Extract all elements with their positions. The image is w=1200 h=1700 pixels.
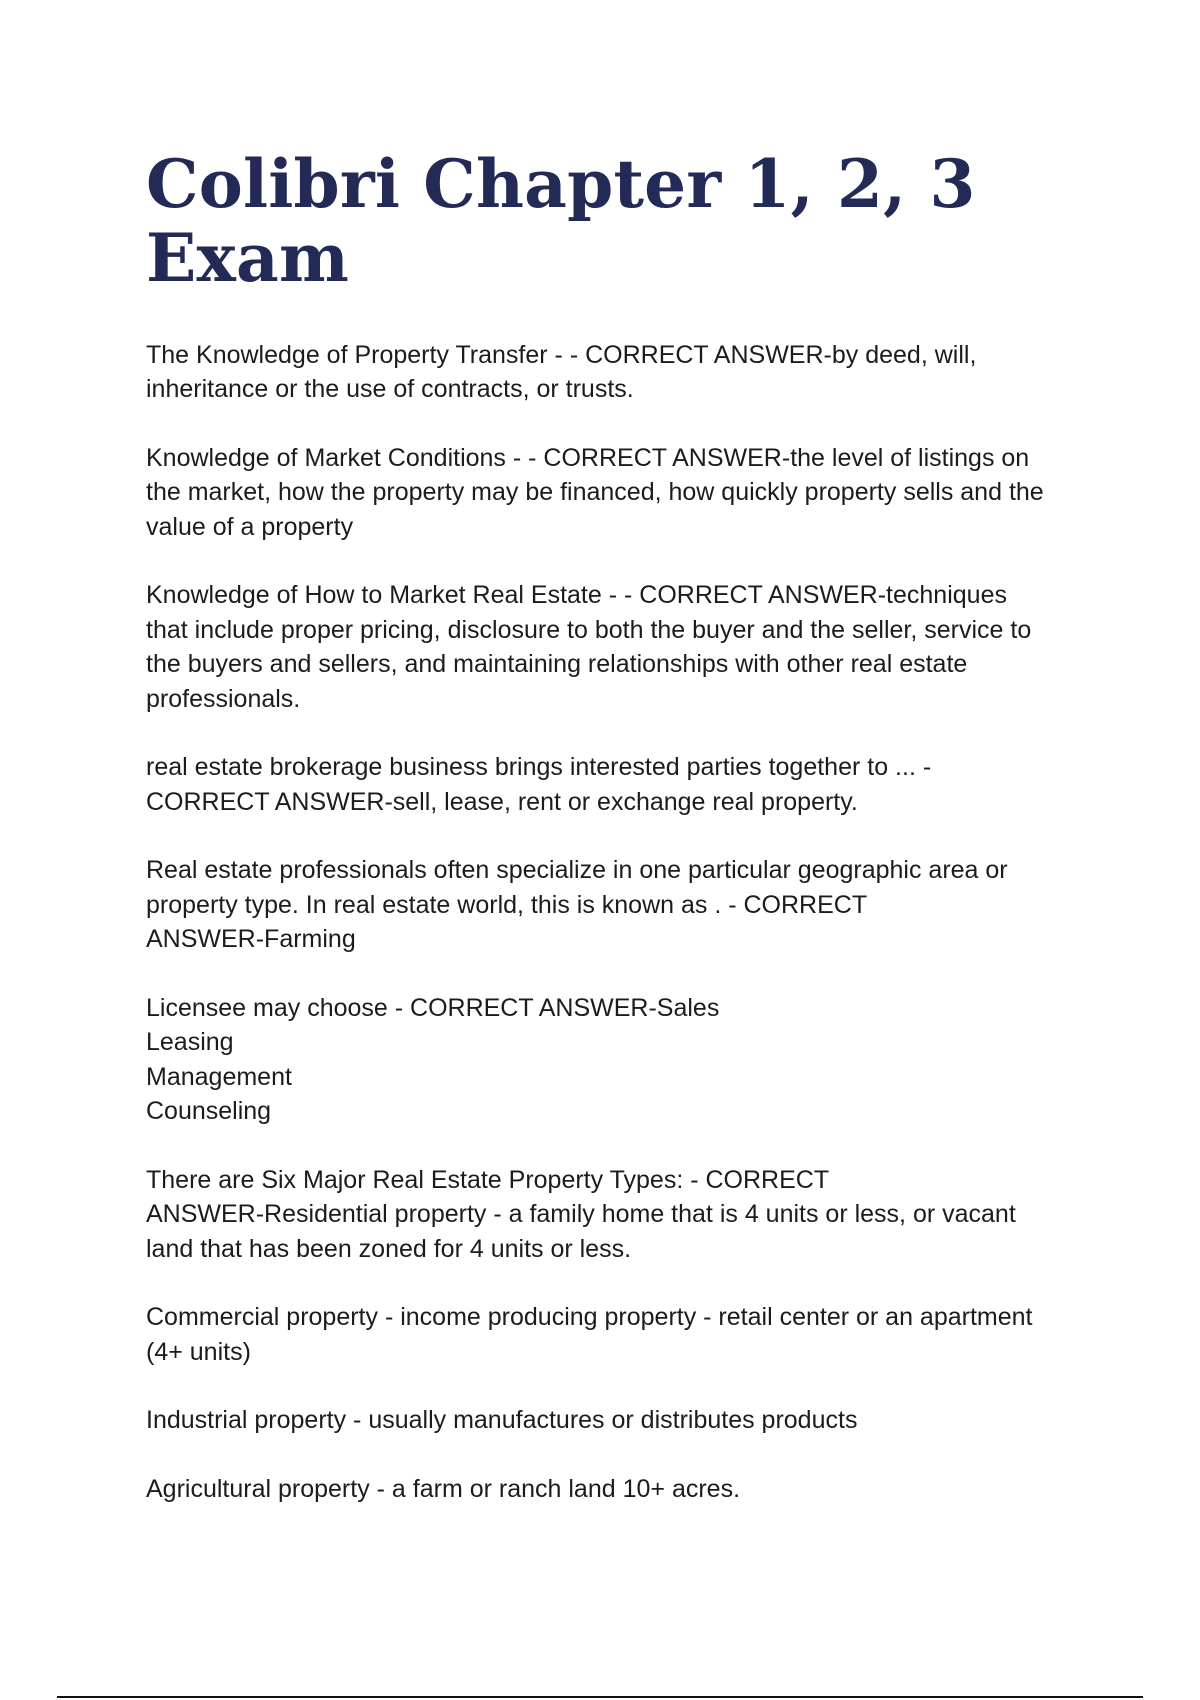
entry-line: that include proper pricing, disclosure to both the buyer and the seller, service to (146, 615, 1032, 644)
entry-line: Management (146, 1062, 292, 1091)
entry-line: ANSWER-Residential property - a family home that is 4 units or less, or vacant (146, 1200, 1016, 1229)
entry-line: Commercial property - income producing property - retail center or an apartment (146, 1303, 1033, 1332)
entry-line: Counseling (146, 1097, 272, 1126)
entry-line: value of a property (146, 512, 354, 541)
entry-line: the buyers and sellers, and maintaining relationships with other real estate (146, 650, 968, 679)
qa-entry (146, 853, 1096, 957)
entry-line: the market, how the property may be financed, how quickly property sells and the (146, 478, 1044, 507)
qa-entry (146, 338, 1096, 407)
document-content (146, 145, 1096, 1540)
entry-line: Knowledge of How to Market Real Estate - - CORRECT ANSWER-techniques (146, 581, 1007, 610)
entry-line: CORRECT ANSWER-sell, lease, rent or exchange real property. (146, 787, 858, 816)
qa-entry (146, 1163, 1096, 1267)
qa-entry (146, 1403, 1096, 1438)
entry-line: Knowledge of Market Conditions - - CORRECT ANSWER-the level of listings on (146, 443, 1030, 472)
qa-entry (146, 991, 1096, 1129)
qa-entry (146, 1472, 1096, 1507)
entry-line: land that has been zoned for 4 units or less. (146, 1234, 632, 1263)
qa-entry (146, 441, 1096, 545)
entry-line: Licensee may choose - CORRECT ANSWER-Sales (146, 993, 720, 1022)
entry-line: professionals. (146, 684, 301, 713)
entry-line: real estate brokerage business brings interested parties together to ... - (146, 753, 932, 782)
qa-entry (146, 1300, 1096, 1369)
entry-line: The Knowledge of Property Transfer - - CORRECT ANSWER-by deed, will, (146, 340, 977, 369)
entry-line: There are Six Major Real Estate Property Types: - CORRECT (146, 1165, 830, 1194)
page-divider (57, 1696, 1143, 1698)
entry-line: ANSWER-Farming (146, 925, 356, 954)
entry-line: Real estate professionals often specialize in one particular geographic area or (146, 856, 1008, 885)
qa-entry (146, 578, 1096, 716)
page-title: Colibri Chapter 1, 2, 3 Exam (146, 145, 976, 297)
qa-entry (146, 750, 1096, 819)
entry-line: inheritance or the use of contracts, or trusts. (146, 375, 634, 404)
entry-line: Agricultural property - a farm or ranch land 10+ acres. (146, 1474, 741, 1503)
entry-line: property type. In real estate world, this is known as . - CORRECT (146, 890, 868, 919)
entry-line: (4+ units) (146, 1337, 251, 1366)
entry-line: Industrial property - usually manufactures or distributes products (146, 1406, 858, 1435)
entry-line: Leasing (146, 1028, 234, 1057)
